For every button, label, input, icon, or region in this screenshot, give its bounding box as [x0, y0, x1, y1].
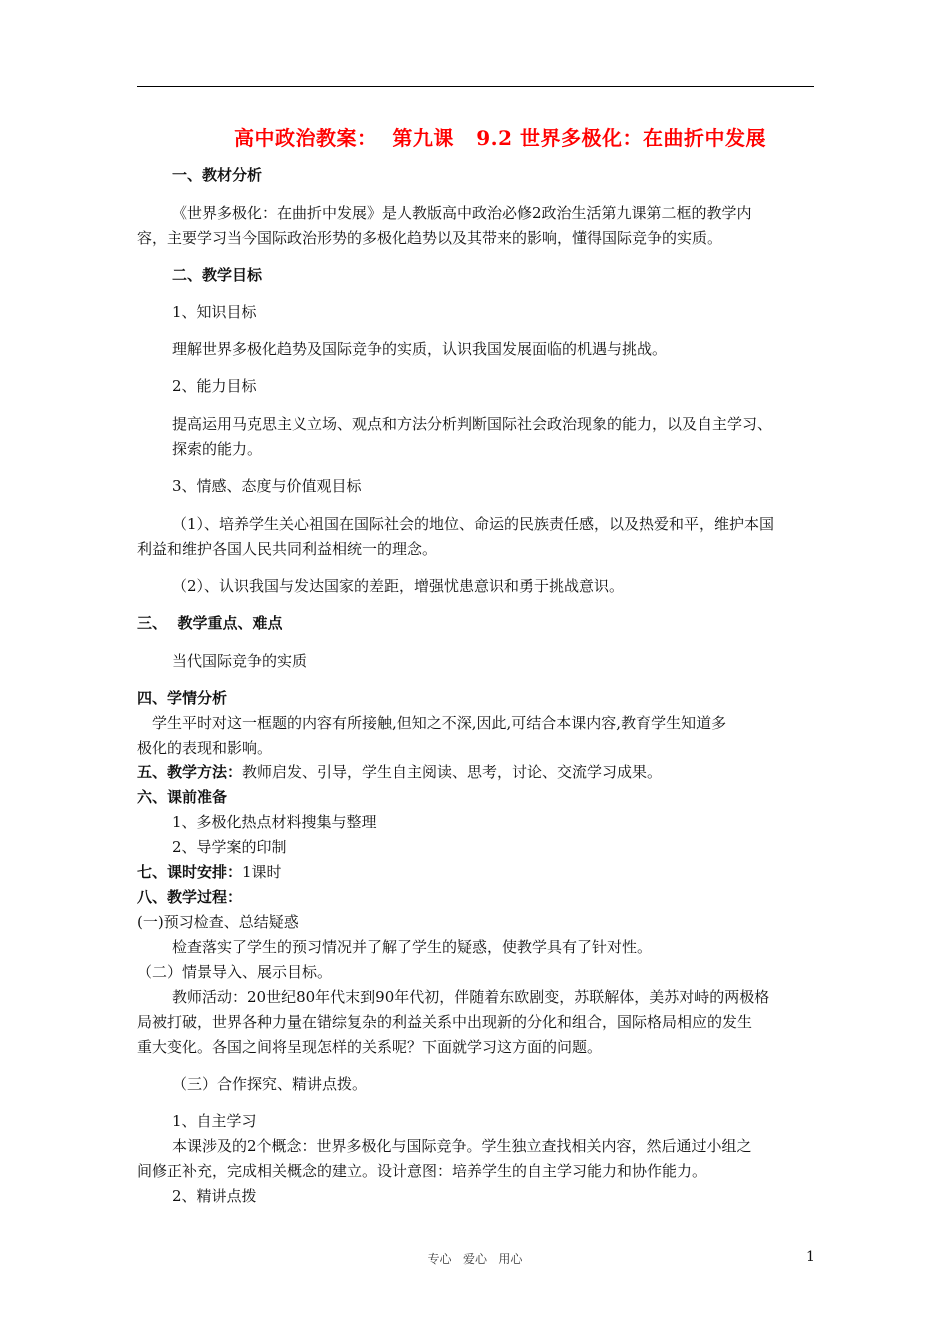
- paragraph-line: 探索的能力。: [172, 440, 263, 458]
- paragraph-line: 极化的表现和影响。: [137, 739, 273, 757]
- paragraph-line: 理解世界多极化趋势及国际竞争的实质，认识我国发展面临的机遇与挑战。: [172, 340, 668, 358]
- paragraph-line: 《世界多极化：在曲折中发展》是人教版高中政治必修2政治生活第九课第二框的教学内: [172, 204, 752, 222]
- paragraph-line: 提高运用马克思主义立场、观点和方法分析判断国际社会政治现象的能力，以及自主学习、: [172, 415, 773, 433]
- list-item: 2、能力目标: [172, 377, 257, 395]
- paragraph-line: （2）、认识我国与发达国家的差距，增强忧患意识和勇于挑战意识。: [172, 577, 625, 595]
- paragraph-line: （1）、培养学生关心祖国在国际社会的地位、命运的民族责任感，以及热爱和平，维护本国: [172, 515, 775, 533]
- class-hours-line: [137, 862, 282, 882]
- paragraph-line: 间修正补充，完成相关概念的建立。设计意图：培养学生的自主学习能力和协作能力。: [137, 1162, 708, 1180]
- section-heading-7: 七、课时安排：: [137, 863, 243, 881]
- list-item: 2、精讲点拨: [172, 1187, 257, 1205]
- subsection-heading: （二）情景导入、展示目标。: [137, 963, 333, 981]
- section-heading-6: 六、课前准备: [137, 788, 228, 806]
- page-title: 高中政治教案： 第九课 9.2 世界多极化：在曲折中发展: [233, 126, 767, 150]
- section-heading-3: 三、 教学重点、难点: [137, 614, 283, 632]
- list-item: 1、自主学习: [172, 1112, 257, 1130]
- section-heading-8: 八、教学过程：: [137, 888, 243, 906]
- subsection-heading: （三）合作探究、精讲点拨。: [172, 1075, 368, 1093]
- paragraph-line: 本课涉及的2个概念：世界多极化与国际竞争。学生独立查找相关内容，然后通过小组之: [172, 1137, 752, 1155]
- paragraph-line: 教师活动：20世纪80年代末到90年代初，伴随着东欧剧变，苏联解体，美苏对峙的两极格: [172, 988, 770, 1006]
- list-item: 3、情感、态度与价值观目标: [172, 477, 362, 495]
- list-item: 2、导学案的印制: [172, 838, 287, 856]
- subsection-heading: (一)预习检查、总结疑惑: [137, 913, 299, 931]
- section-heading-2: 二、教学目标: [172, 266, 263, 284]
- header-rule: [137, 86, 814, 87]
- paragraph-line: 学生平时对这一框题的内容有所接触,但知之不深,因此,可结合本课内容,教育学生知道多: [152, 714, 727, 732]
- teaching-method-text: 教师启发、引导，学生自主阅读、思考，讨论、交流学习成果。: [242, 763, 663, 781]
- list-item: 1、知识目标: [172, 303, 257, 321]
- footer-motto: 专心 爱心 用心: [427, 1252, 523, 1266]
- paragraph-line: 检查落实了学生的预习情况并了解了学生的疑惑，使教学具有了针对性。: [172, 938, 653, 956]
- paragraph-line: 当代国际竞争的实质: [172, 652, 308, 670]
- section-heading-5: 五、教学方法：: [137, 763, 243, 781]
- paragraph-line: 容，主要学习当今国际政治形势的多极化趋势以及其带来的影响，懂得国际竞争的实质。: [137, 229, 723, 247]
- list-item: 1、多极化热点材料搜集与整理: [172, 813, 377, 831]
- paragraph-line: 重大变化。各国之间将呈现怎样的关系呢？下面就学习这方面的问题。: [137, 1038, 603, 1056]
- page-number: 1: [806, 1249, 815, 1265]
- teaching-method-line: [137, 762, 662, 782]
- paragraph-line: 局被打破，世界各种力量在错综复杂的利益关系中出现新的分化和组合，国际格局相应的发生: [137, 1013, 753, 1031]
- paragraph-line: 利益和维护各国人民共同利益相统一的理念。: [137, 540, 438, 558]
- section-heading-1: 一、教材分析: [172, 166, 263, 184]
- class-hours-text: 1课时: [242, 863, 282, 881]
- section-heading-4: 四、学情分析: [137, 689, 228, 707]
